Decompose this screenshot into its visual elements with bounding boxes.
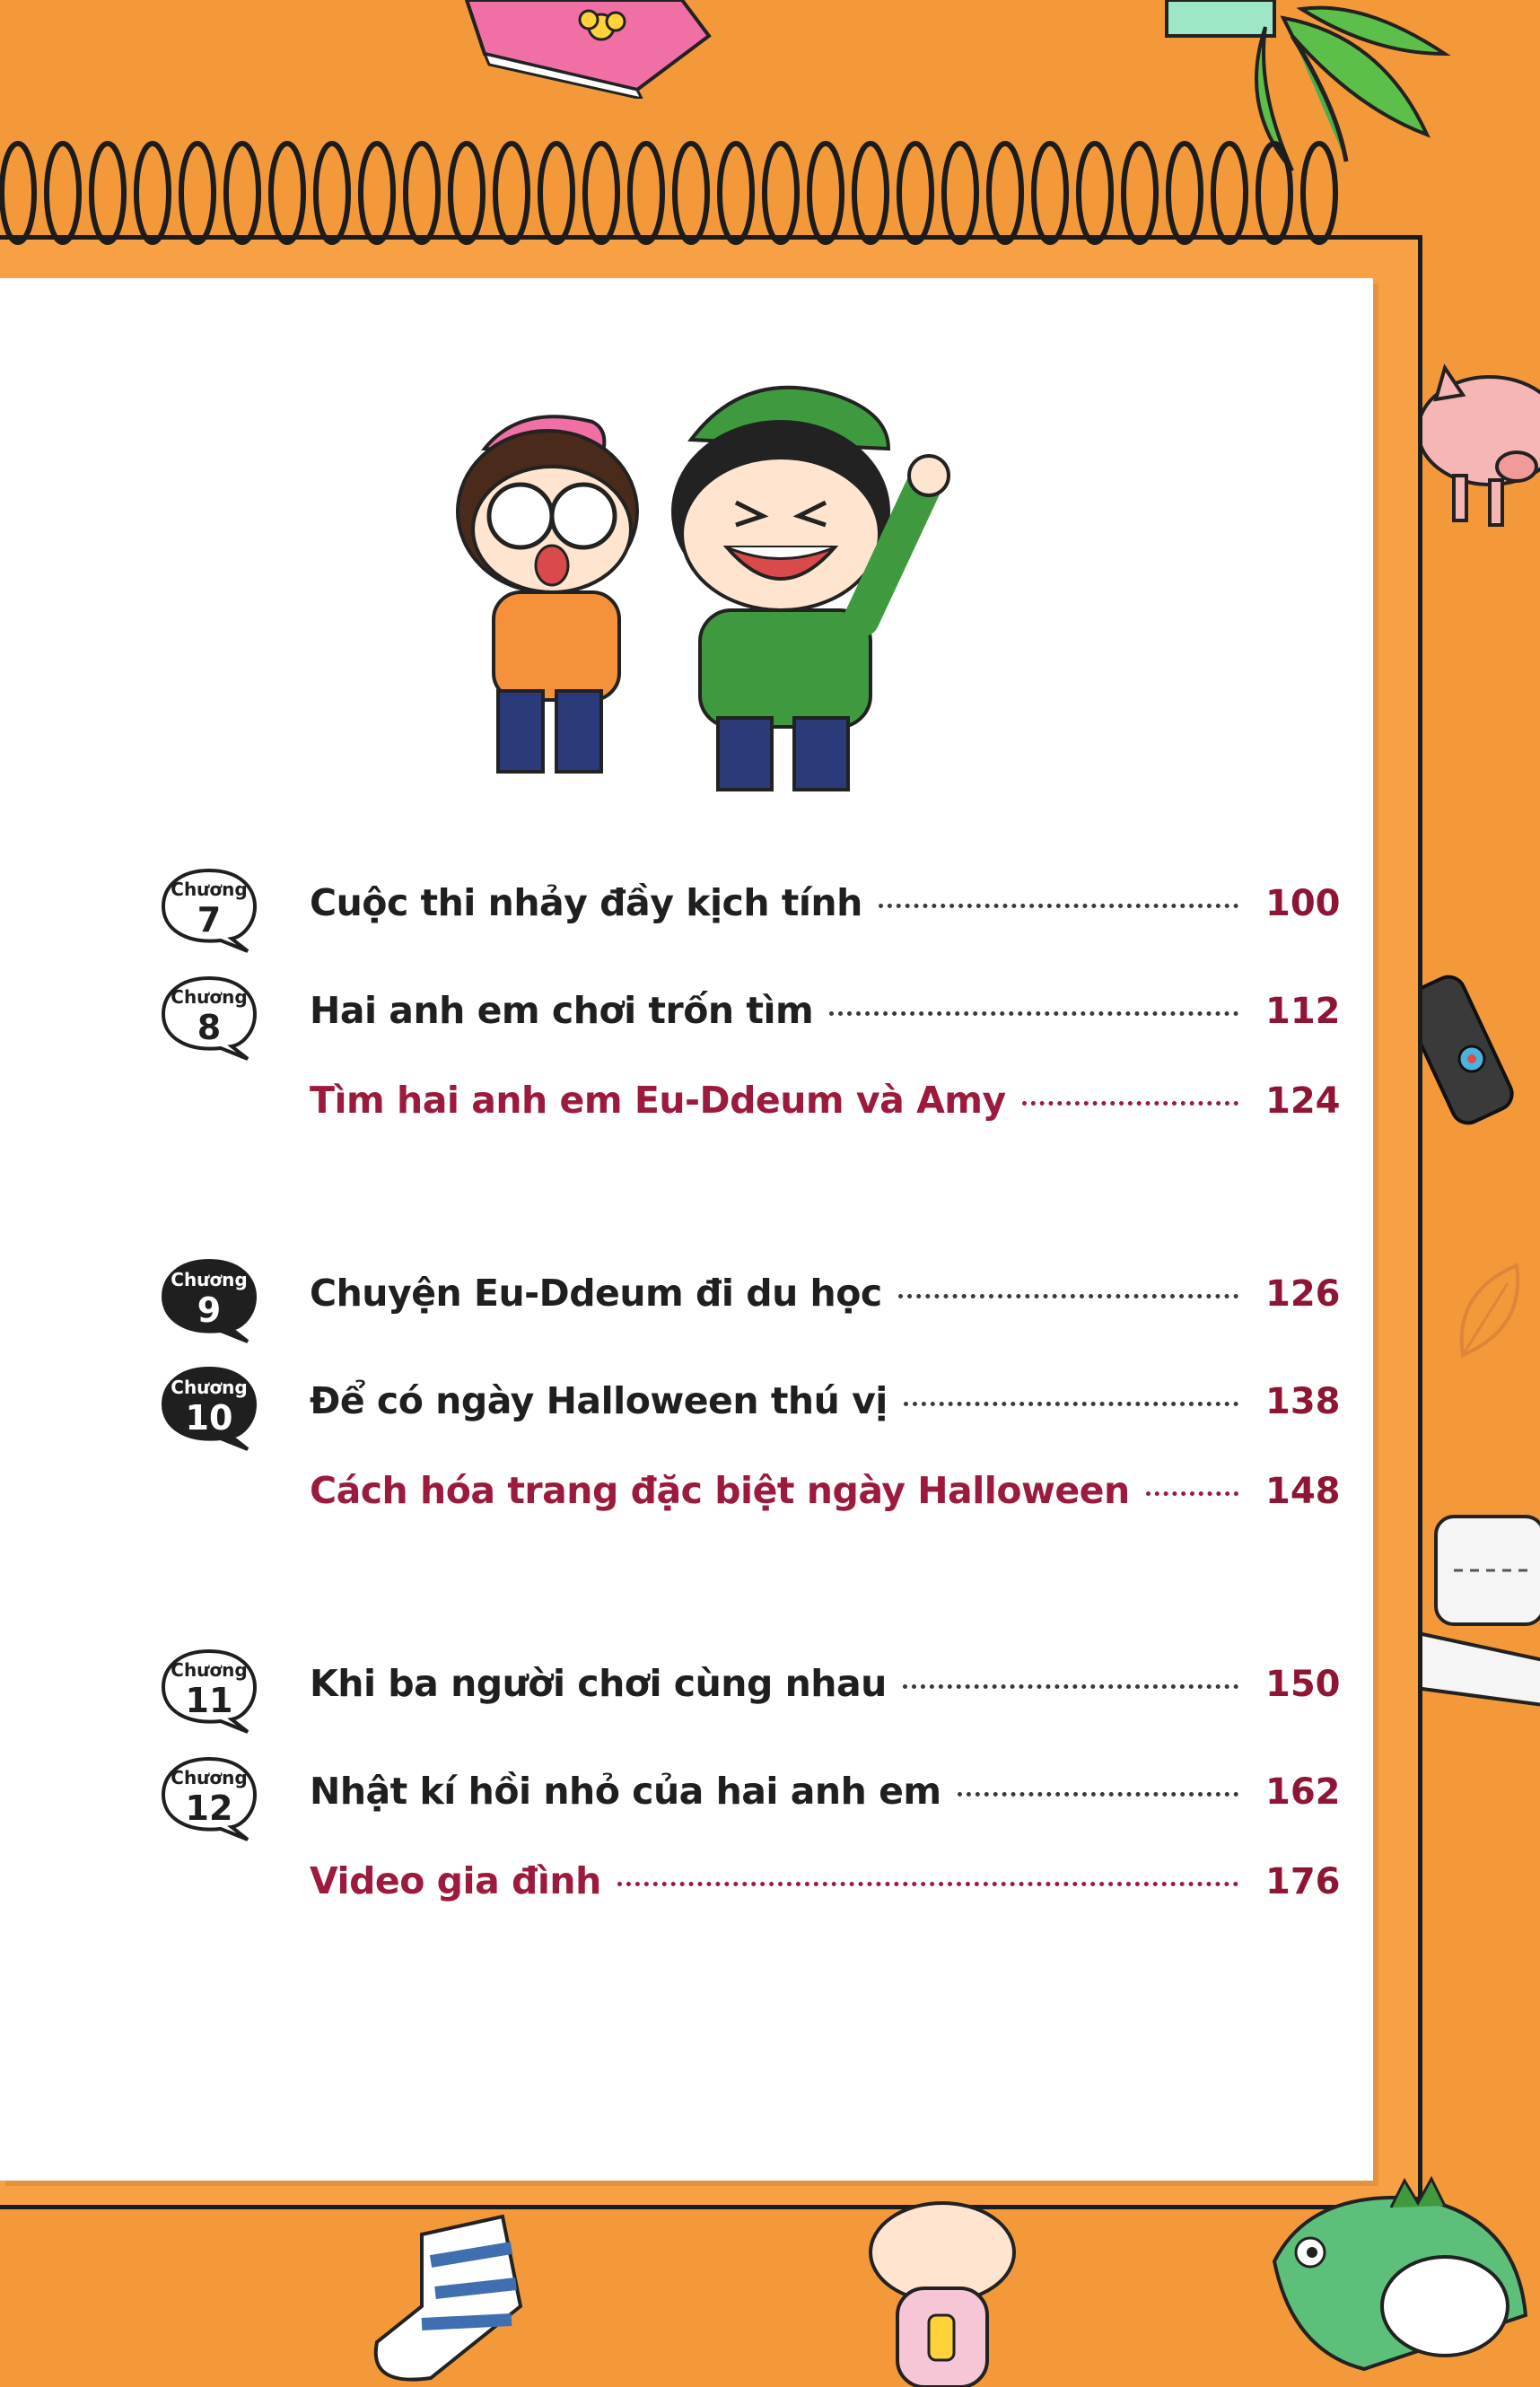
- chapter-badge: [160, 1648, 258, 1734]
- dot-leader: [903, 1684, 1238, 1689]
- entry-title: Tìm hai anh em Eu-Ddeum và Amy: [310, 1079, 1006, 1122]
- page-number: 162: [1265, 1771, 1341, 1813]
- dot-leader: [1022, 1101, 1238, 1106]
- chapter-entry[interactable]: [310, 1272, 1341, 1322]
- entry-title: Nhật kí hồi nhỏ của hai anh em: [310, 1770, 941, 1813]
- toc-entry: [153, 1840, 1341, 1929]
- page-number: 138: [1265, 1381, 1341, 1422]
- chapter-badge-label: Chương: [171, 986, 248, 1008]
- baby-icon: [862, 2199, 1023, 2387]
- chapter-badge-label: Chương: [171, 1767, 248, 1788]
- chapter-badge: [160, 1365, 258, 1451]
- boy-character: [673, 388, 949, 790]
- dot-leader: [829, 1011, 1238, 1016]
- leaf-icon: [1445, 1256, 1535, 1364]
- chapter-badge: [160, 867, 258, 953]
- page-number: 112: [1265, 991, 1341, 1032]
- page-number: 124: [1265, 1080, 1341, 1122]
- dot-leader: [879, 904, 1238, 908]
- dot-leader: [1146, 1491, 1238, 1496]
- dot-leader: [898, 1294, 1238, 1298]
- chapter-badge-number: 9: [197, 1290, 222, 1330]
- entry-title: Hai anh em chơi trốn tìm: [310, 989, 814, 1032]
- chapter-badge-number: 12: [185, 1788, 233, 1828]
- chapter-entry[interactable]: [310, 1770, 1341, 1820]
- chapter-badge-label: Chương: [171, 879, 248, 900]
- page-number: 100: [1265, 883, 1341, 924]
- toc-entry: [153, 1750, 1341, 1840]
- entry-title: Để có ngày Halloween thú vị: [310, 1379, 888, 1422]
- characters-illustration: [422, 377, 969, 826]
- toc-entry: [153, 1642, 1341, 1732]
- toc-entry: [153, 1449, 1341, 1539]
- chapter-badge: [160, 1755, 258, 1841]
- book-icon: [449, 0, 718, 99]
- chapter-badge: [160, 975, 258, 1061]
- bonus-section-entry[interactable]: [310, 1469, 1341, 1519]
- notebook-spiral: [0, 126, 1346, 260]
- chapter-badge-number: 10: [185, 1398, 233, 1438]
- sock-icon: [296, 2199, 529, 2387]
- dot-leader: [958, 1792, 1238, 1797]
- dinosaur-icon: [1256, 2154, 1540, 2387]
- bonus-section-entry[interactable]: [310, 1859, 1341, 1910]
- dot-leader: [617, 1882, 1238, 1886]
- entry-title: Video gia đình: [310, 1859, 601, 1902]
- pig-icon: [1409, 350, 1540, 538]
- chapter-badge: [160, 1257, 258, 1343]
- toc-entry: [153, 1059, 1341, 1149]
- chapter-entry[interactable]: [310, 1662, 1341, 1712]
- girl-character: [458, 416, 637, 772]
- toc-entry: [153, 861, 1341, 951]
- entry-title: Chuyện Eu-Ddeum đi du học: [310, 1272, 882, 1315]
- entry-title: Khi ba người chơi cùng nhau: [310, 1662, 887, 1705]
- toc-entry: [153, 1360, 1341, 1449]
- chapter-badge-label: Chương: [171, 1659, 248, 1681]
- bonus-section-entry[interactable]: [310, 1079, 1341, 1129]
- toc-entry: [153, 1252, 1341, 1342]
- page-number: 150: [1265, 1664, 1341, 1705]
- chapter-badge-number: 7: [197, 900, 222, 940]
- page-number: 148: [1265, 1471, 1341, 1512]
- chapter-entry[interactable]: [310, 881, 1341, 931]
- dot-leader: [904, 1402, 1238, 1406]
- chapter-badge-number: 11: [185, 1681, 233, 1720]
- page-number: 126: [1265, 1273, 1341, 1315]
- chapter-entry[interactable]: [310, 989, 1341, 1039]
- chapter-badge-label: Chương: [171, 1269, 248, 1290]
- toc-entry: [153, 969, 1341, 1059]
- chapter-badge-label: Chương: [171, 1377, 248, 1398]
- entry-title: Cách hóa trang đặc biệt ngày Halloween: [310, 1469, 1130, 1512]
- entry-title: Cuộc thi nhảy đầy kịch tính: [310, 881, 862, 924]
- chapter-entry[interactable]: [310, 1379, 1341, 1430]
- page-number: 176: [1265, 1861, 1341, 1902]
- chapter-badge-number: 8: [197, 1008, 222, 1047]
